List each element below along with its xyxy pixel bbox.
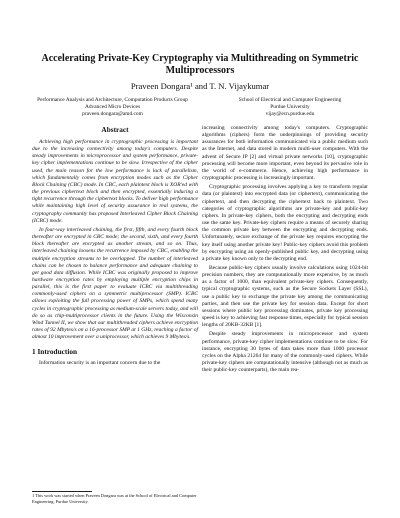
abstract-paragraph: In four-way interleaved chaining, the first, fifth, and every fourth block thereafter are encrypted in CBC mode; the second, sixth, and every fourth block thereafter are encrypted as another stream, and so on. Thus, interleaved chaining loosens the recurrence imposed by CBC, enabling the multiple encryption streams to be overlapped. The number of interleaved chains can be chosen to balance performance and adequate chaining to get good data diffusion. While ICBC was originally proposed to improve hardware encryption rates by employing multiple encryption chips in parallel, this is the first paper to evaluate ICBC via multithreading commonly-used ciphers on a symmetric multiprocessor (SMP). ICBC allows exploiting the full processing power of SMPs, which spend many cycles in cryptographic processing as medium-scale servers today, and will do so as chip-multiprocessor clients in the future. Using the Wisconsin Wind Tunnel II, we show that our multithreaded ciphers achieve encryption rates of 92 Mbytes/s on a 16-processor SMP at 1 GHz, reaching a factor of almost 10 improvement over a uniprocessor, which achieves 9 Mbytes/s.: [32, 226, 198, 341]
abstract-body: [32, 139, 198, 341]
body-paragraph: increasing connectivity among today's computers. Cryptographic algorithms (ciphers) form the underpinnings of providing security assurances for both information communicated via a public medium such as the Internet, and data stored in modern multi-user computers. With the advent of Secure IP [2] and virtual private networks [10], cryptographic processing will become more important, even beyond its pervasive role in the world of e-commerce. Hence, achieving high performance in cryptographic processing is increasingly important.: [202, 125, 368, 182]
left-column: [32, 125, 198, 368]
affiliation-left-line1: Performance Analysis and Architecture, Computation Products Group: [37, 97, 188, 103]
affiliation-right-line2: Purdue University: [270, 104, 310, 110]
affiliation-left-email: praveen.dongara@amd.com: [82, 111, 143, 117]
affiliation-right-email: vijay@ecn.purdue.edu: [265, 111, 315, 117]
section-heading-introduction: 1 Introduction: [32, 347, 78, 357]
right-column: [202, 125, 368, 374]
affiliation-right: [205, 97, 375, 118]
affiliation-left: [30, 97, 195, 118]
body-paragraph: Despite steady improvements in microprocessor and system performance, private-key cipher implementations continue to be slow. For instance, encrypting 30 bytes of data takes more than 1000 processor cycles on the Alpha 21264 for many of the commonly-used ciphers. While private-key ciphers are computationally intensive (although not as much as their public-key counterparts), the main rea-: [202, 331, 368, 374]
body-paragraph: Information security is an important concern due to the: [39, 360, 161, 367]
footnote-divider: [32, 491, 92, 492]
affiliation-right-line1: School of Electrical and Computer Engineering: [238, 97, 342, 103]
abstract-paragraph: Achieving high performance in cryptographic processing is important due to the increasing connectivity among today's computers. Despite steady improvements in microprocessor and system performance, private-key cipher implementations continue to be slow. Irrespective of the cipher used, the main reason for the low performance is lack of parallelism, which fundamentally comes from encryption modes such as the Cipher Block Chaining (CBC) mode. In CBC, each plaintext block is XOR'ed with the previous ciphertext block and then encrypted, essentially inducing a tight recurrence through the ciphertext blocks. To deliver high performance while maintaining high level of security assurance in real systems, the cryptography community has proposed Interleaved Cipher Block Chaining (ICBC) mode.: [32, 139, 198, 224]
footnote: 1 This work was started when Praveen Dongara was at the School of Electrical and Computer Engineering, Purdue University.: [32, 493, 197, 504]
paper-authors: Praveen Dongara¹ and T. N. Vijaykumar: [130, 81, 270, 91]
affiliation-left-line2: Advanced Micro Devices: [84, 104, 141, 110]
body-paragraph: Cryptographic processing involves applying a key to transform regular data (or plaintext) into encrypted data (or ciphertext), communicating the ciphertext, and then decrypting the ciphertext back to plaintext. Two categories of cryptographic algorithms are private-key and public-key ciphers. In private-key ciphers, both the encrypting and decrypting ends use the same key. Private-key ciphers require a means of securely sharing the common private key between the encrypting and decrypting ends. Unfortunately, secure exchange of the private key requires encrypting the key itself using another private key! Public-key ciphers avoid this problem by encrypting using an openly-published public key, and decrypting using a private key known only to the decrypting end.: [202, 184, 368, 262]
body-paragraph: Because public-key ciphers usually involve calculations using 1024-bit precision numbers, they are computationally more expensive, by as much as a factor of 1000, than equivalent private-key ciphers. Consequently, typical cryptographic systems, such as the Secure Sockets Layer (SSL), use a public key to exchange the private key among the communicating parties, and then use the private key for session data. Except for short sessions where public key processing dominates, private key processing speed is key to achieving fast response times, especially for typical session lengths of 20KB-32KB [1].: [202, 264, 368, 329]
abstract-heading: Abstract: [101, 125, 129, 134]
paper-title: Accelerating Private-Key Cryptography via Multithreading on Symmetric Multiprocessors: [41, 53, 359, 76]
